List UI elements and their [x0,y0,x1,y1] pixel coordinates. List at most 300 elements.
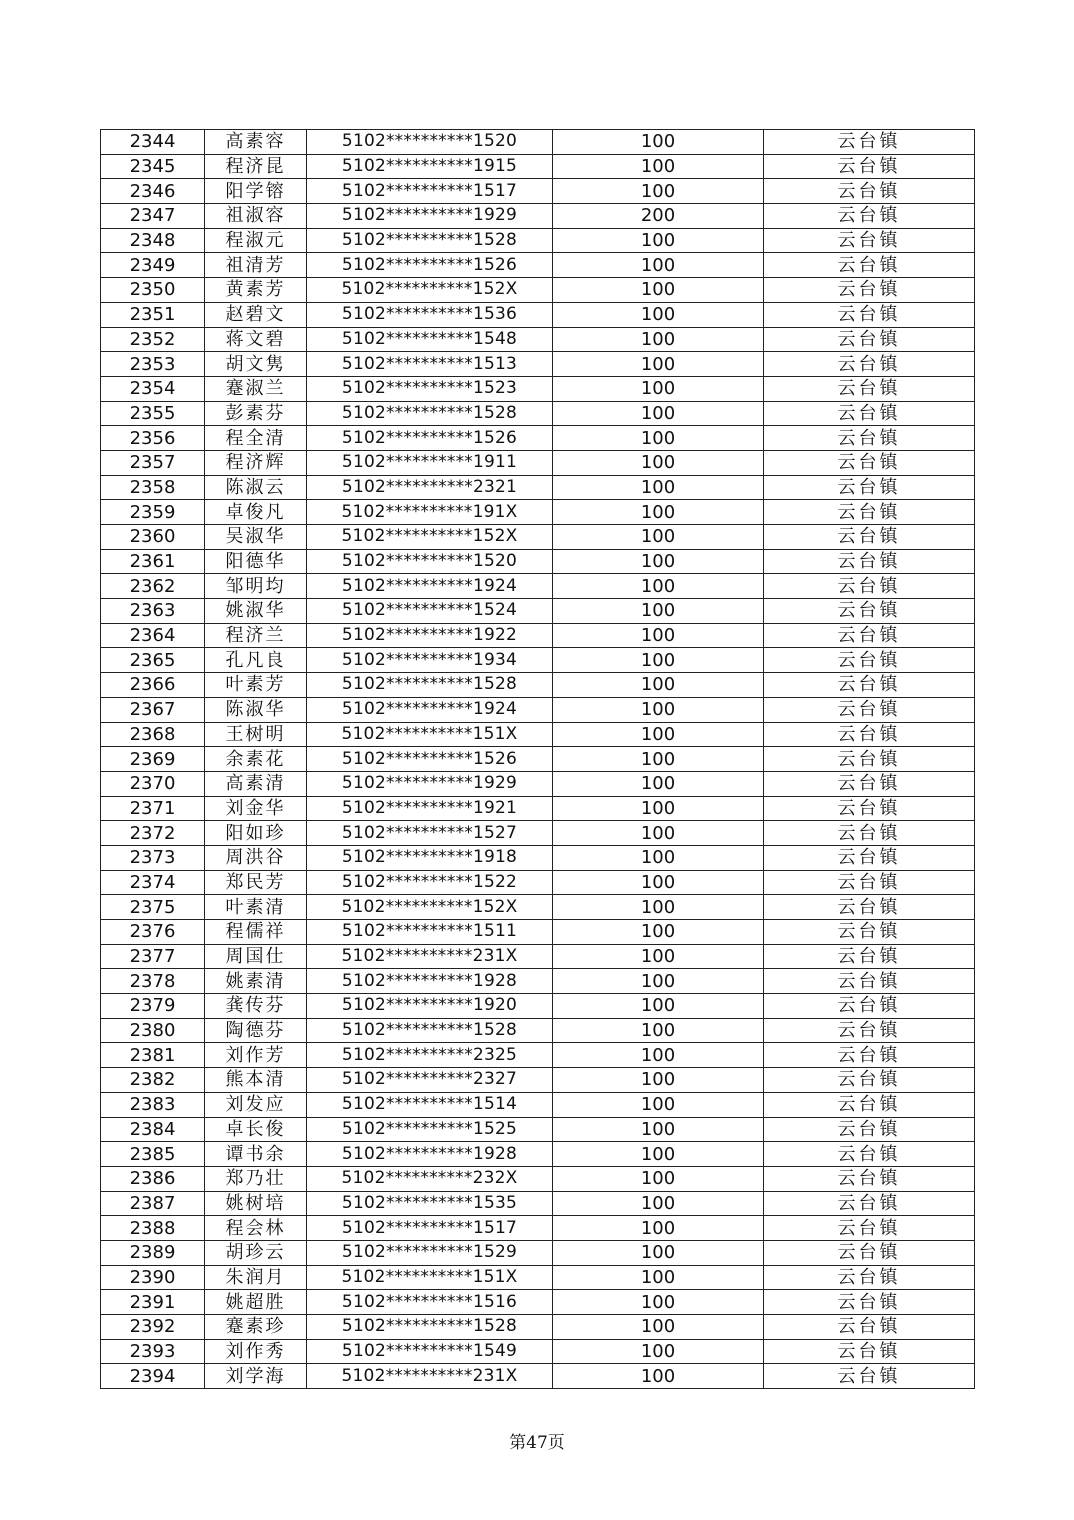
table-row [101,1142,975,1167]
serial-number-cell: 2365 [101,648,205,673]
serial-number-cell: 2350 [101,278,205,303]
town-cell: 云台镇 [764,821,975,846]
id-number-cell: 5102**********1929 [307,204,553,229]
serial-number-cell: 2377 [101,944,205,969]
amount-cell: 100 [553,327,764,352]
name-cell: 赵碧文 [205,302,307,327]
amount-cell: 100 [553,1216,764,1241]
amount-cell: 100 [553,1364,764,1389]
id-number-cell: 5102**********1549 [307,1339,553,1364]
town-cell: 云台镇 [764,204,975,229]
town-cell: 云台镇 [764,278,975,303]
amount-cell: 100 [553,401,764,426]
town-cell: 云台镇 [764,154,975,179]
town-cell: 云台镇 [764,1043,975,1068]
town-cell: 云台镇 [764,500,975,525]
amount-cell: 100 [553,821,764,846]
amount-cell: 200 [553,204,764,229]
name-cell: 彭素芬 [205,401,307,426]
table-row [101,1092,975,1117]
amount-cell: 100 [553,352,764,377]
roster-table-body [101,130,975,1389]
serial-number-cell: 2369 [101,747,205,772]
town-cell: 云台镇 [764,969,975,994]
page-number: 第47页 [509,1433,565,1453]
town-cell: 云台镇 [764,1018,975,1043]
table-row [101,179,975,204]
amount-cell: 100 [553,623,764,648]
name-cell: 蹇素珍 [205,1315,307,1340]
town-cell: 云台镇 [764,1117,975,1142]
town-cell: 云台镇 [764,130,975,155]
serial-number-cell: 2354 [101,376,205,401]
serial-number-cell: 2355 [101,401,205,426]
serial-number-cell: 2360 [101,525,205,550]
name-cell: 刘学海 [205,1364,307,1389]
serial-number-cell: 2376 [101,920,205,945]
town-cell: 云台镇 [764,1191,975,1216]
name-cell: 卓长俊 [205,1117,307,1142]
amount-cell: 100 [553,870,764,895]
table-row [101,994,975,1019]
amount-cell: 100 [553,278,764,303]
id-number-cell: 5102**********1535 [307,1191,553,1216]
roster-table [100,129,975,1389]
town-cell: 云台镇 [764,648,975,673]
id-number-cell: 5102**********1526 [307,426,553,451]
town-cell: 云台镇 [764,870,975,895]
serial-number-cell: 2390 [101,1265,205,1290]
name-cell: 刘发应 [205,1092,307,1117]
name-cell: 谭书余 [205,1142,307,1167]
town-cell: 云台镇 [764,450,975,475]
name-cell: 刘作芳 [205,1043,307,1068]
table-row [101,549,975,574]
serial-number-cell: 2351 [101,302,205,327]
serial-number-cell: 2385 [101,1142,205,1167]
town-cell: 云台镇 [764,475,975,500]
town-cell: 云台镇 [764,599,975,624]
table-row [101,821,975,846]
table-row [101,253,975,278]
table-row [101,796,975,821]
table-row [101,302,975,327]
name-cell: 蒋文碧 [205,327,307,352]
table-row [101,1043,975,1068]
amount-cell: 100 [553,549,764,574]
id-number-cell: 5102**********232X [307,1166,553,1191]
id-number-cell: 5102**********1520 [307,130,553,155]
amount-cell: 100 [553,228,764,253]
town-cell: 云台镇 [764,327,975,352]
town-cell: 云台镇 [764,1240,975,1265]
table-row [101,1315,975,1340]
serial-number-cell: 2379 [101,994,205,1019]
id-number-cell: 5102**********1528 [307,1018,553,1043]
name-cell: 黄素芳 [205,278,307,303]
table-row [101,870,975,895]
town-cell: 云台镇 [764,623,975,648]
table-row [101,722,975,747]
id-number-cell: 5102**********1520 [307,549,553,574]
town-cell: 云台镇 [764,228,975,253]
town-cell: 云台镇 [764,697,975,722]
name-cell: 周国仕 [205,944,307,969]
amount-cell: 100 [553,796,764,821]
serial-number-cell: 2368 [101,722,205,747]
table-row [101,1117,975,1142]
town-cell: 云台镇 [764,845,975,870]
id-number-cell: 5102**********1513 [307,352,553,377]
amount-cell: 100 [553,1018,764,1043]
town-cell: 云台镇 [764,1068,975,1093]
amount-cell: 100 [553,994,764,1019]
amount-cell: 100 [553,1265,764,1290]
id-number-cell: 5102**********1928 [307,1142,553,1167]
name-cell: 阳如珍 [205,821,307,846]
name-cell: 邹明均 [205,574,307,599]
town-cell: 云台镇 [764,994,975,1019]
serial-number-cell: 2382 [101,1068,205,1093]
id-number-cell: 5102**********1921 [307,796,553,821]
table-row [101,845,975,870]
id-number-cell: 5102**********152X [307,525,553,550]
serial-number-cell: 2344 [101,130,205,155]
id-number-cell: 5102**********1526 [307,747,553,772]
name-cell: 程会林 [205,1216,307,1241]
serial-number-cell: 2387 [101,1191,205,1216]
town-cell: 云台镇 [764,747,975,772]
table-row [101,1216,975,1241]
name-cell: 陶德芬 [205,1018,307,1043]
name-cell: 余素花 [205,747,307,772]
name-cell: 叶素清 [205,895,307,920]
town-cell: 云台镇 [764,253,975,278]
id-number-cell: 5102**********1911 [307,450,553,475]
amount-cell: 100 [553,376,764,401]
amount-cell: 100 [553,1043,764,1068]
town-cell: 云台镇 [764,796,975,821]
table-row [101,648,975,673]
table-row [101,1339,975,1364]
name-cell: 朱润月 [205,1265,307,1290]
serial-number-cell: 2375 [101,895,205,920]
id-number-cell: 5102**********1915 [307,154,553,179]
town-cell: 云台镇 [764,1364,975,1389]
amount-cell: 100 [553,673,764,698]
id-number-cell: 5102**********1528 [307,673,553,698]
town-cell: 云台镇 [764,1339,975,1364]
table-row [101,920,975,945]
serial-number-cell: 2389 [101,1240,205,1265]
serial-number-cell: 2357 [101,450,205,475]
name-cell: 姚超胜 [205,1290,307,1315]
id-number-cell: 5102**********1511 [307,920,553,945]
table-row [101,599,975,624]
table-row [101,500,975,525]
table-row [101,1166,975,1191]
id-number-cell: 5102**********1928 [307,969,553,994]
name-cell: 王树明 [205,722,307,747]
id-number-cell: 5102**********1517 [307,179,553,204]
town-cell: 云台镇 [764,1142,975,1167]
table-row [101,327,975,352]
serial-number-cell: 2394 [101,1364,205,1389]
serial-number-cell: 2361 [101,549,205,574]
town-cell: 云台镇 [764,1315,975,1340]
name-cell: 陈淑华 [205,697,307,722]
amount-cell: 100 [553,1240,764,1265]
amount-cell: 100 [553,944,764,969]
town-cell: 云台镇 [764,302,975,327]
serial-number-cell: 2388 [101,1216,205,1241]
serial-number-cell: 2371 [101,796,205,821]
table-row [101,1191,975,1216]
amount-cell: 100 [553,1191,764,1216]
table-row [101,450,975,475]
amount-cell: 100 [553,771,764,796]
town-cell: 云台镇 [764,1092,975,1117]
id-number-cell: 5102**********1516 [307,1290,553,1315]
name-cell: 刘作秀 [205,1339,307,1364]
town-cell: 云台镇 [764,1290,975,1315]
table-row [101,204,975,229]
id-number-cell: 5102**********1929 [307,771,553,796]
serial-number-cell: 2372 [101,821,205,846]
table-row [101,376,975,401]
town-cell: 云台镇 [764,920,975,945]
town-cell: 云台镇 [764,771,975,796]
amount-cell: 100 [553,1290,764,1315]
amount-cell: 100 [553,747,764,772]
serial-number-cell: 2359 [101,500,205,525]
amount-cell: 100 [553,648,764,673]
table-row [101,697,975,722]
name-cell: 阳学镕 [205,179,307,204]
amount-cell: 100 [553,1092,764,1117]
town-cell: 云台镇 [764,1166,975,1191]
amount-cell: 100 [553,450,764,475]
table-row [101,228,975,253]
serial-number-cell: 2367 [101,697,205,722]
amount-cell: 100 [553,130,764,155]
serial-number-cell: 2348 [101,228,205,253]
table-row [101,1018,975,1043]
name-cell: 吴淑华 [205,525,307,550]
name-cell: 程济辉 [205,450,307,475]
town-cell: 云台镇 [764,1216,975,1241]
name-cell: 刘金华 [205,796,307,821]
amount-cell: 100 [553,1315,764,1340]
town-cell: 云台镇 [764,352,975,377]
id-number-cell: 5102**********152X [307,278,553,303]
table-row [101,525,975,550]
name-cell: 龚传芬 [205,994,307,1019]
id-number-cell: 5102**********1924 [307,574,553,599]
name-cell: 卓俊凡 [205,500,307,525]
name-cell: 程儒祥 [205,920,307,945]
name-cell: 郑民芳 [205,870,307,895]
serial-number-cell: 2353 [101,352,205,377]
serial-number-cell: 2352 [101,327,205,352]
name-cell: 姚素清 [205,969,307,994]
id-number-cell: 5102**********1524 [307,599,553,624]
table-row [101,1240,975,1265]
table-row [101,154,975,179]
id-number-cell: 5102**********1527 [307,821,553,846]
table-row [101,895,975,920]
id-number-cell: 5102**********1517 [307,1216,553,1241]
table-row [101,1290,975,1315]
table-row [101,1364,975,1389]
name-cell: 胡文隽 [205,352,307,377]
table-row [101,1265,975,1290]
amount-cell: 100 [553,1166,764,1191]
table-row [101,747,975,772]
name-cell: 程淑元 [205,228,307,253]
id-number-cell: 5102**********1548 [307,327,553,352]
amount-cell: 100 [553,920,764,945]
amount-cell: 100 [553,154,764,179]
table-row [101,352,975,377]
table-row [101,426,975,451]
town-cell: 云台镇 [764,401,975,426]
name-cell: 祖淑容 [205,204,307,229]
town-cell: 云台镇 [764,426,975,451]
id-number-cell: 5102**********1920 [307,994,553,1019]
table-row [101,969,975,994]
town-cell: 云台镇 [764,673,975,698]
serial-number-cell: 2366 [101,673,205,698]
amount-cell: 100 [553,179,764,204]
serial-number-cell: 2393 [101,1339,205,1364]
id-number-cell: 5102**********231X [307,1364,553,1389]
table-row [101,771,975,796]
name-cell: 郑乃壮 [205,1166,307,1191]
amount-cell: 100 [553,475,764,500]
serial-number-cell: 2386 [101,1166,205,1191]
name-cell: 姚淑华 [205,599,307,624]
amount-cell: 100 [553,722,764,747]
serial-number-cell: 2374 [101,870,205,895]
town-cell: 云台镇 [764,1265,975,1290]
id-number-cell: 5102**********1918 [307,845,553,870]
id-number-cell: 5102**********1514 [307,1092,553,1117]
amount-cell: 100 [553,574,764,599]
table-row [101,475,975,500]
name-cell: 高素容 [205,130,307,155]
id-number-cell: 5102**********1522 [307,870,553,895]
town-cell: 云台镇 [764,179,975,204]
id-number-cell: 5102**********1528 [307,1315,553,1340]
amount-cell: 100 [553,845,764,870]
serial-number-cell: 2392 [101,1315,205,1340]
serial-number-cell: 2363 [101,599,205,624]
serial-number-cell: 2378 [101,969,205,994]
name-cell: 孔凡良 [205,648,307,673]
name-cell: 程全清 [205,426,307,451]
name-cell: 周洪谷 [205,845,307,870]
name-cell: 胡珍云 [205,1240,307,1265]
id-number-cell: 5102**********231X [307,944,553,969]
id-number-cell: 5102**********1525 [307,1117,553,1142]
serial-number-cell: 2358 [101,475,205,500]
name-cell: 姚树培 [205,1191,307,1216]
amount-cell: 100 [553,1142,764,1167]
table-row [101,944,975,969]
id-number-cell: 5102**********1528 [307,401,553,426]
amount-cell: 100 [553,1117,764,1142]
amount-cell: 100 [553,697,764,722]
amount-cell: 100 [553,599,764,624]
serial-number-cell: 2373 [101,845,205,870]
serial-number-cell: 2391 [101,1290,205,1315]
name-cell: 祖清芳 [205,253,307,278]
id-number-cell: 5102**********1528 [307,228,553,253]
serial-number-cell: 2364 [101,623,205,648]
id-number-cell: 5102**********152X [307,895,553,920]
serial-number-cell: 2362 [101,574,205,599]
id-number-cell: 5102**********1523 [307,376,553,401]
id-number-cell: 5102**********1529 [307,1240,553,1265]
town-cell: 云台镇 [764,722,975,747]
serial-number-cell: 2356 [101,426,205,451]
id-number-cell: 5102**********1526 [307,253,553,278]
name-cell: 陈淑云 [205,475,307,500]
serial-number-cell: 2380 [101,1018,205,1043]
name-cell: 阳德华 [205,549,307,574]
town-cell: 云台镇 [764,895,975,920]
id-number-cell: 5102**********1536 [307,302,553,327]
serial-number-cell: 2383 [101,1092,205,1117]
name-cell: 程济兰 [205,623,307,648]
amount-cell: 100 [553,1339,764,1364]
serial-number-cell: 2349 [101,253,205,278]
amount-cell: 100 [553,525,764,550]
id-number-cell: 5102**********151X [307,722,553,747]
name-cell: 高素清 [205,771,307,796]
town-cell: 云台镇 [764,525,975,550]
id-number-cell: 5102**********1934 [307,648,553,673]
name-cell: 程济昆 [205,154,307,179]
serial-number-cell: 2381 [101,1043,205,1068]
serial-number-cell: 2384 [101,1117,205,1142]
town-cell: 云台镇 [764,376,975,401]
table-row [101,278,975,303]
amount-cell: 100 [553,302,764,327]
table-row [101,623,975,648]
amount-cell: 100 [553,1068,764,1093]
amount-cell: 100 [553,969,764,994]
id-number-cell: 5102**********2321 [307,475,553,500]
serial-number-cell: 2346 [101,179,205,204]
table-row [101,130,975,155]
amount-cell: 100 [553,895,764,920]
table-row [101,673,975,698]
table-row [101,574,975,599]
table-row [101,1068,975,1093]
id-number-cell: 5102**********2325 [307,1043,553,1068]
id-number-cell: 5102**********151X [307,1265,553,1290]
amount-cell: 100 [553,253,764,278]
amount-cell: 100 [553,426,764,451]
serial-number-cell: 2370 [101,771,205,796]
table-row [101,401,975,426]
serial-number-cell: 2347 [101,204,205,229]
amount-cell: 100 [553,500,764,525]
name-cell: 叶素芳 [205,673,307,698]
name-cell: 熊本清 [205,1068,307,1093]
